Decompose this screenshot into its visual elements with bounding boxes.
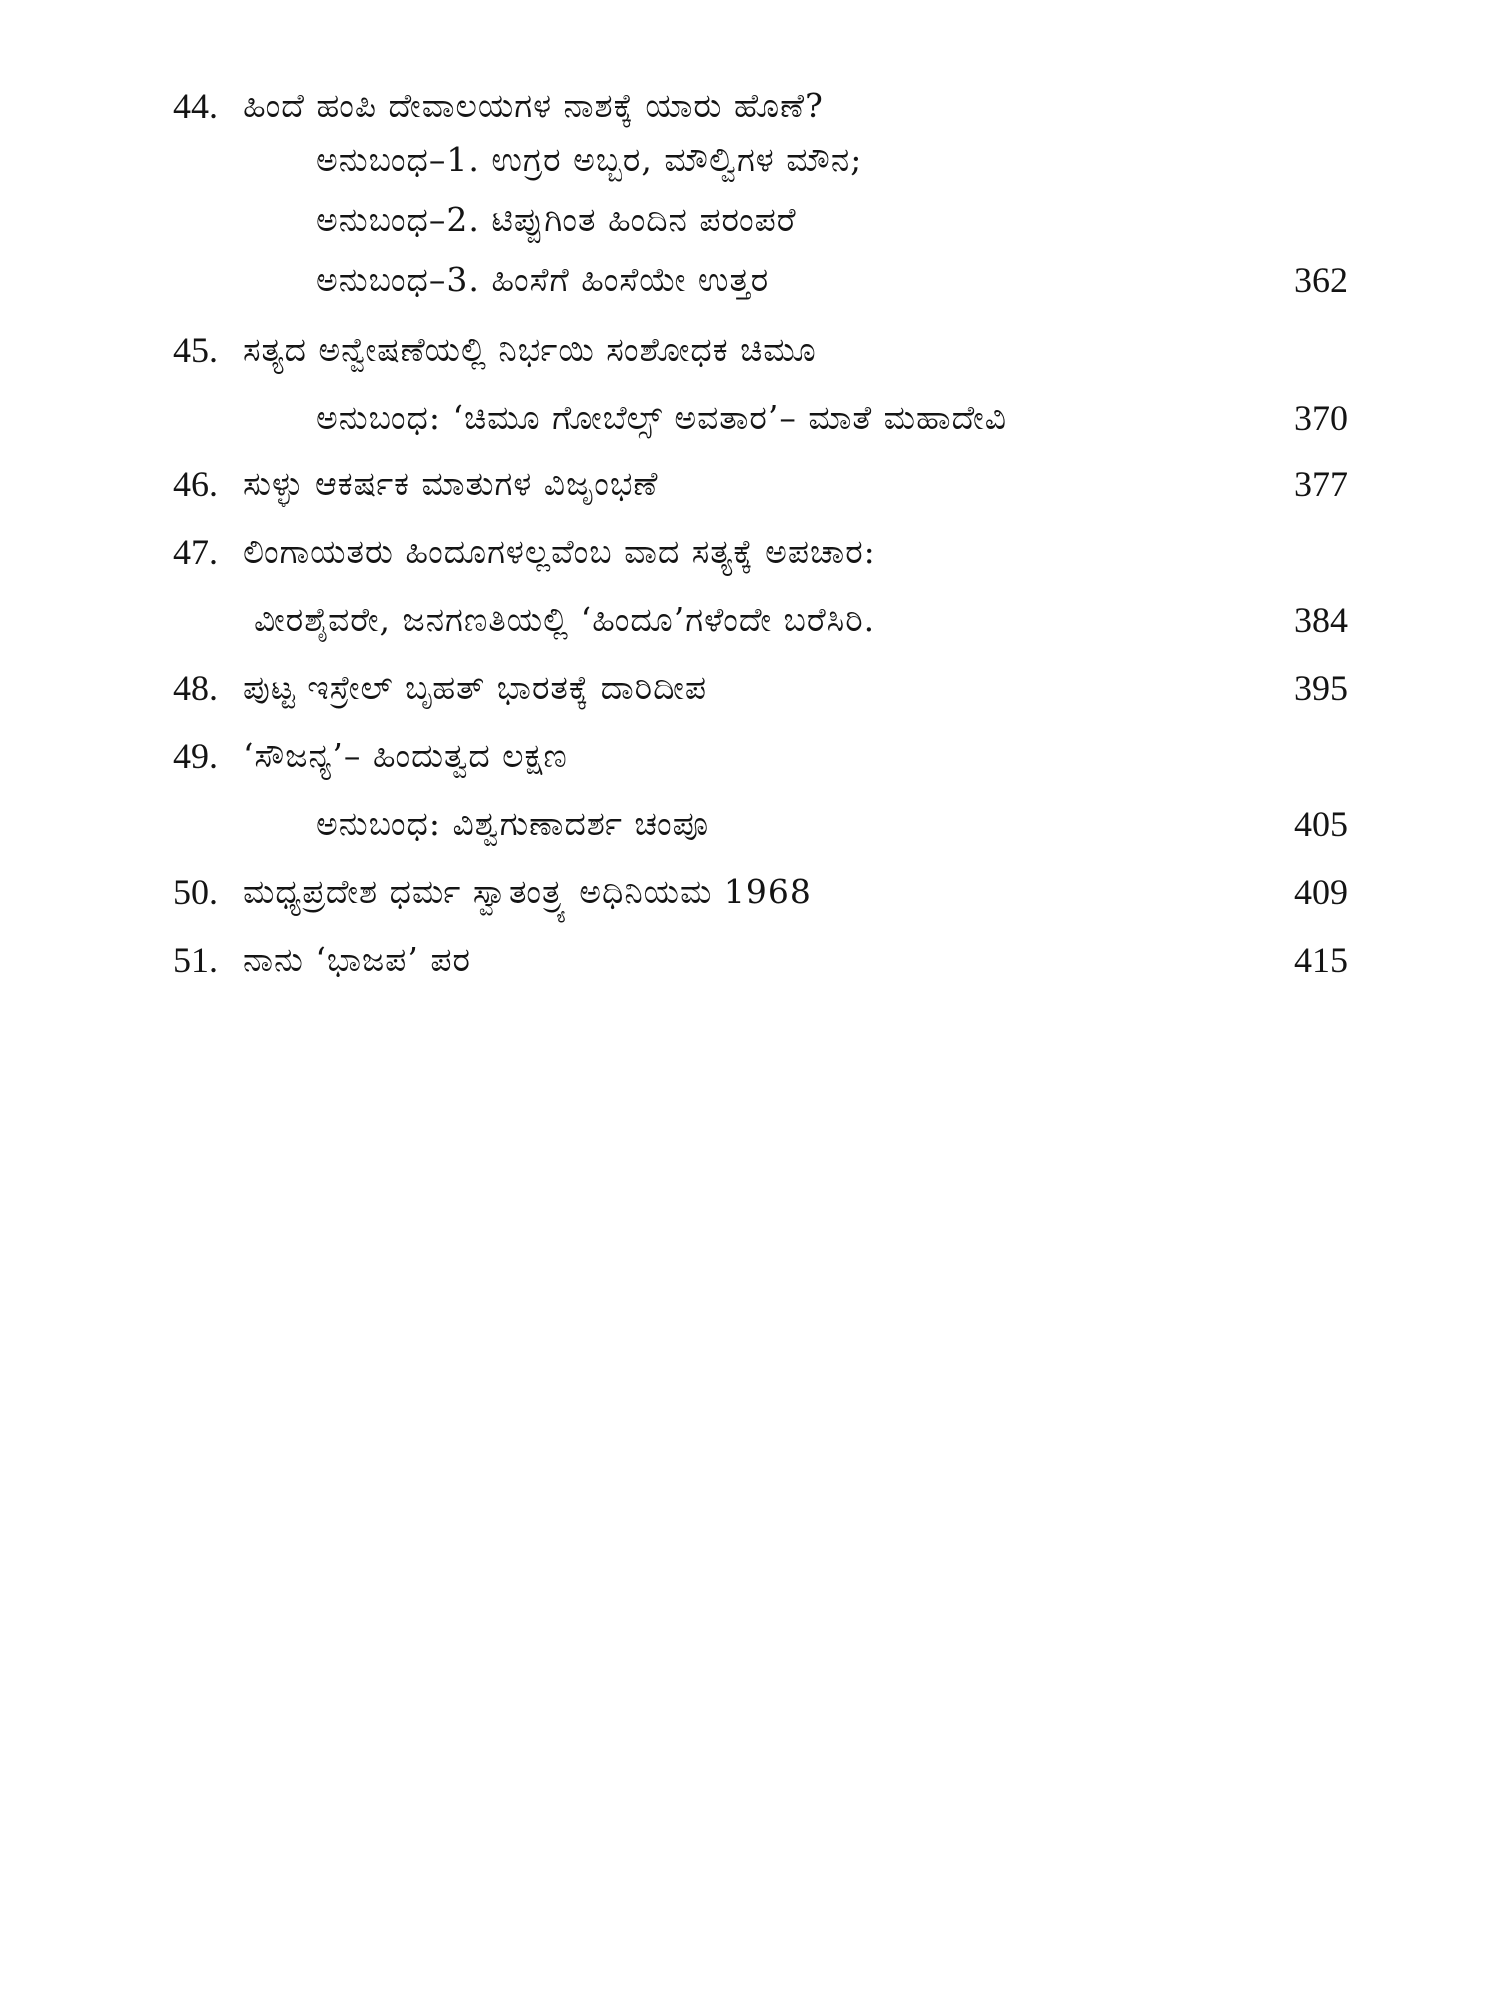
toc-subentry (0, 130, 1500, 190)
page-number: 409 (1294, 872, 1348, 912)
entry-number: 49. (173, 736, 218, 776)
page-number: 395 (1294, 668, 1348, 708)
appendix-title: ವೀರಶೈವರೇ, ಜನಗಣತಿಯಲ್ಲಿ ‘ಹಿಂದೂ’ಗಳೆಂದೇ ಬರೆಸಿರಿ. (254, 600, 876, 639)
entry-number: 51. (173, 940, 218, 980)
appendix-title: ಅನುಬಂಧ: ‘ಚಿಮೂ ಗೋಬೆಲ್ಸ್ ಅವತಾರ’– ಮಾತೆ ಮಹಾದೇವಿ (316, 398, 1008, 437)
toc-entry-51 (0, 930, 1500, 990)
page-number: 370 (1294, 398, 1348, 438)
entry-title: ಲಿಂಗಾಯತರು ಹಿಂದೂಗಳಲ್ಲವೆಂಬ ವಾದ ಸತ್ಯಕ್ಕೆ ಅಪಚಾರ: (243, 532, 876, 571)
toc-subentry (0, 190, 1500, 250)
entry-number: 50. (173, 872, 218, 912)
entry-title: ಸುಳ್ಳು ಆಕರ್ಷಕ ಮಾತುಗಳ ವಿಜೃಂಭಣೆ (243, 464, 659, 503)
toc-subentry (0, 590, 1500, 650)
entry-title: ನಾನು ‘ಭಾಜಪ’ ಪರ (243, 940, 471, 979)
page-number: 377 (1294, 464, 1348, 504)
appendix-title: ಅನುಬಂಧ–3. ಹಿಂಸೆಗೆ ಹಿಂಸೆಯೇ ಉತ್ತರ (316, 260, 770, 299)
toc-entry-48 (0, 658, 1500, 718)
entry-title: ಹಿಂದೆ ಹಂಪಿ ದೇವಾಲಯಗಳ ನಾಶಕ್ಕೆ ಯಾರು ಹೊಣೆ? (243, 86, 824, 125)
toc-subentry (0, 388, 1500, 448)
entry-title: ಪುಟ್ಟ ಇಸ್ರೇಲ್ ಬೃಹತ್ ಭಾರತಕ್ಕೆ ದಾರಿದೀಪ (243, 668, 708, 707)
entry-title: ‘ಸೌಜನ್ಯ’– ಹಿಂದುತ್ವದ ಲಕ್ಷಣ (243, 736, 568, 775)
page-number: 405 (1294, 804, 1348, 844)
entry-number: 47. (173, 532, 218, 572)
entry-number: 45. (173, 330, 218, 370)
entry-title: ಸತ್ಯದ ಅನ್ವೇಷಣೆಯಲ್ಲಿ ನಿರ್ಭಯಿ ಸಂಶೋಧಕ ಚಿಮೂ (243, 330, 817, 369)
toc-entry-44 (0, 76, 1500, 136)
page-number: 415 (1294, 940, 1348, 980)
page-number: 384 (1294, 600, 1348, 640)
appendix-title: ಅನುಬಂಧ–2. ಟಿಪ್ಪುಗಿಂತ ಹಿಂದಿನ ಪರಂಪರೆ (316, 200, 797, 239)
toc-subentry (0, 794, 1500, 854)
toc-entry-47 (0, 522, 1500, 582)
toc-entry-49 (0, 726, 1500, 786)
entry-number: 46. (173, 464, 218, 504)
page-number: 362 (1294, 260, 1348, 300)
appendix-title: ಅನುಬಂಧ–1. ಉಗ್ರರ ಅಬ್ಬರ, ಮೌಲ್ವಿಗಳ ಮೌನ; (316, 140, 863, 179)
toc-entry-45 (0, 320, 1500, 380)
entry-number: 48. (173, 668, 218, 708)
toc-entry-46 (0, 454, 1500, 514)
entry-title: ಮಧ್ಯಪ್ರದೇಶ ಧರ್ಮ ಸ್ವಾತಂತ್ರ್ಯ ಅಧಿನಿಯಮ 1968 (243, 872, 812, 911)
toc-entry-50 (0, 862, 1500, 922)
toc-subentry (0, 250, 1500, 310)
appendix-title: ಅನುಬಂಧ: ವಿಶ್ವಗುಣಾದರ್ಶ ಚಂಪೂ (316, 804, 710, 843)
entry-number: 44. (173, 86, 218, 126)
